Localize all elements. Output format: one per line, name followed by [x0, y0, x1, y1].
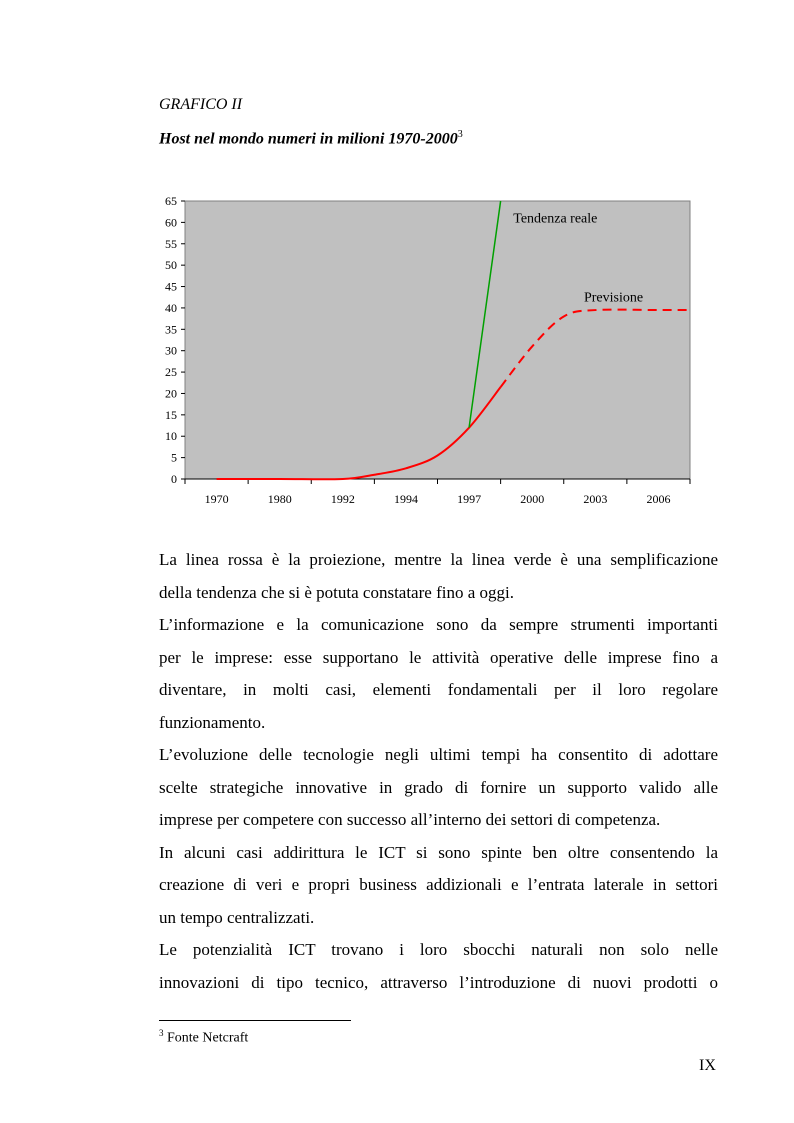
- footnote: [159, 1028, 248, 1047]
- x-tick-label: 1992: [330, 492, 355, 506]
- x-tick-label: 2006: [646, 492, 671, 506]
- y-tick-label: 50: [165, 258, 177, 273]
- paragraph-line: scelte strategiche innovative in grado di fornire un supporto valido alle: [159, 777, 718, 797]
- paragraph-line: In alcuni casi addirittura le ICT si sono spinte ben oltre consentendo la: [159, 842, 718, 862]
- x-tick-label: 1997: [457, 492, 482, 506]
- plot-area: [185, 201, 690, 479]
- y-tick-label: 35: [165, 322, 177, 337]
- footnote-text: Fonte Netcraft: [167, 1030, 249, 1046]
- y-tick-label: 40: [165, 300, 177, 315]
- paragraph-line: per le imprese: esse supportano le attività operative delle imprese fino a: [159, 647, 718, 667]
- chart-title: [159, 129, 463, 148]
- y-tick-label: 45: [165, 279, 177, 294]
- body-text: [159, 544, 718, 999]
- paragraph-line: imprese per competere con successo all’interno dei settori di competenza.: [159, 810, 661, 829]
- y-tick-label: 10: [165, 429, 177, 444]
- y-tick-label: 30: [165, 343, 177, 358]
- paragraph-line: La linea rossa è la proiezione, mentre la linea verde è una semplificazione: [159, 550, 718, 569]
- host-chart: [150, 190, 700, 515]
- series-label-previsione: Previsione: [583, 290, 644, 306]
- y-tick-label: 5: [171, 450, 177, 465]
- footnote-rule: [159, 1020, 351, 1021]
- chart-title-text: Host nel mondo numeri in milioni 1970-2000: [159, 130, 458, 148]
- y-tick-label: 0: [171, 472, 177, 486]
- y-tick-label: 65: [165, 194, 177, 208]
- paragraph-line: innovazioni di tipo tecnico, attraverso l’introduzione di nuovi prodotti o: [159, 972, 718, 992]
- paragraph-line: L’evoluzione delle tecnologie negli ultimi tempi ha consentito di adottare: [159, 745, 718, 764]
- x-tick-label: 1994: [393, 492, 418, 506]
- y-tick-label: 25: [165, 365, 177, 380]
- footnote-ref: 3: [457, 129, 463, 140]
- y-tick-label: 20: [165, 386, 177, 401]
- paragraph-line: della tendenza che si è potuta constatare fino a oggi.: [159, 582, 514, 602]
- series-label-tendenza-reale: Tendenza reale: [513, 211, 598, 227]
- y-tick-label: 15: [165, 407, 177, 422]
- x-tick-label: 2000: [520, 492, 545, 506]
- y-tick-label: 55: [165, 236, 177, 251]
- y-tick-label: 60: [165, 215, 177, 230]
- chart-label: GRAFICO II: [159, 96, 243, 113]
- x-tick-label: 2003: [583, 492, 608, 506]
- paragraph-line: un tempo centralizzati.: [159, 907, 315, 927]
- paragraph-line: funzionamento.: [159, 712, 266, 732]
- footnote-number: 3: [159, 1028, 164, 1038]
- paragraph-line: diventare, in molti casi, elementi fondamentali per il loro regolare: [159, 680, 718, 699]
- paragraph-line: L’informazione e la comunicazione sono da sempre strumenti importanti: [159, 615, 718, 634]
- paragraph-line: Le potenzialità ICT trovano i loro sbocchi naturali non solo nelle: [159, 940, 718, 959]
- x-tick-label: 1980: [267, 492, 292, 506]
- paragraph-line: creazione di veri e propri business addizionali e l’entrata laterale in settori: [159, 875, 718, 894]
- x-tick-label: 1970: [204, 492, 229, 506]
- page-number: IX: [699, 1057, 716, 1074]
